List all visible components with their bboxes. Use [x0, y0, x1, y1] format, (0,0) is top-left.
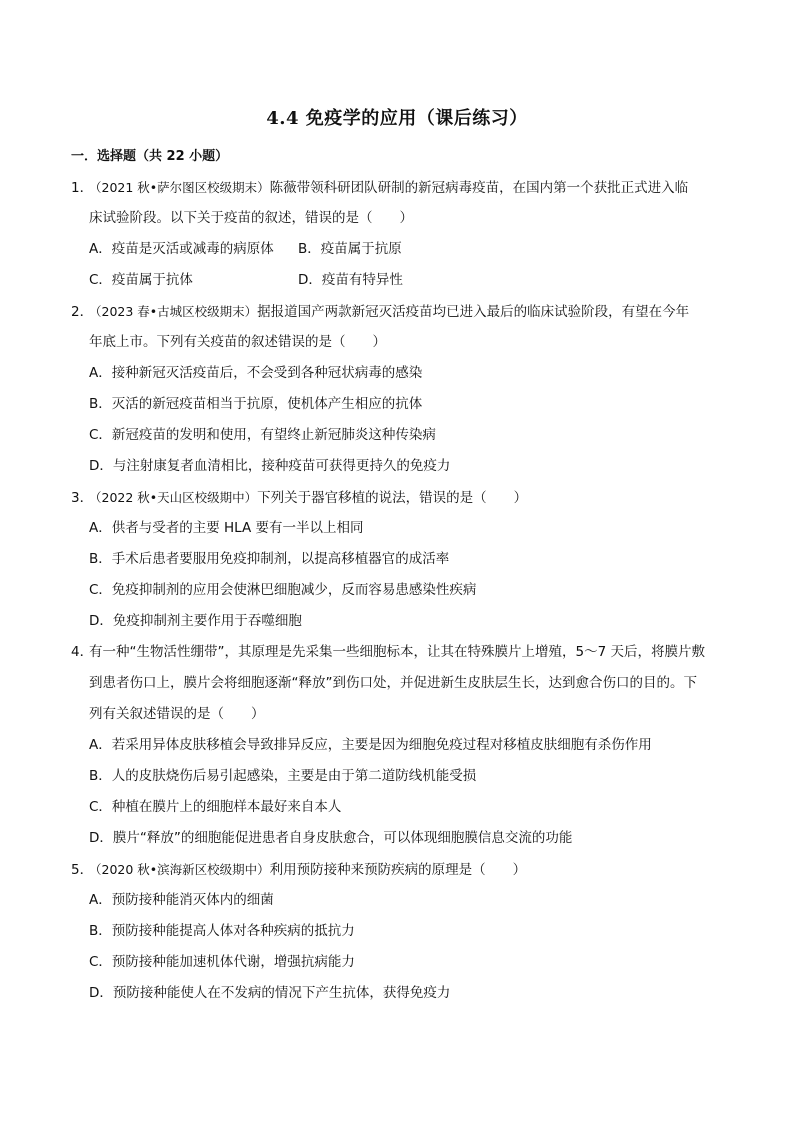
option-c: C．免疫抑制剂的应用会使淋巴细胞减少，反而容易患感染性疾病: [89, 582, 477, 598]
option-b: B．预防接种能提高人体对各种疾病的抵抗力: [89, 923, 355, 939]
question-text-continued: 到患者伤口上，膜片会将细胞逐渐“释放”到伤口处，并促进新生皮肤层生长，达到愈合伤口的目的。下: [89, 675, 697, 691]
option-row: [71, 234, 727, 265]
option-c: C．新冠疫苗的发明和使用，有望终止新冠肺炎这种传染病: [89, 427, 436, 443]
option-b: B．灭活的新冠疫苗相当于抗原，使机体产生相应的抗体: [89, 396, 423, 412]
option-a: A．接种新冠灭活疫苗后，不会受到各种冠状病毒的感染: [89, 365, 423, 381]
question-text: 下列关于器官移植的说法，错误的是（ ）: [257, 490, 528, 506]
question-list: [71, 172, 727, 1009]
question-number: 5．: [71, 862, 94, 878]
option-b: B．人的皮肤烧伤后易引起感染，主要是由于第二道防线机能受损: [89, 768, 477, 784]
option-c: C．疫苗属于抗体: [89, 272, 193, 288]
option-d: D．与注射康复者血清相比，接种疫苗可获得更持久的免疫力: [89, 458, 451, 474]
question-source: （2022 秋•天山区校级期中）: [89, 490, 258, 505]
option-a: A．供者与受者的主要 HLA 要有一半以上相同: [89, 520, 364, 536]
question-source: （2021 秋•萨尔图区校级期末）: [89, 180, 270, 195]
question-number: 2．: [71, 304, 94, 320]
question-stem: [71, 172, 727, 203]
page-title: 4.4 免疫学的应用（课后练习）: [266, 108, 528, 129]
question-number: 1．: [71, 180, 94, 196]
question-text: 据报道国产两款新冠灭活疫苗均已进入最后的临床试验阶段，有望在今年: [257, 304, 690, 320]
question-5: [71, 854, 727, 1009]
option-c: C．预防接种能加速机体代谢，增强抗病能力: [89, 954, 355, 970]
question-stem: [71, 854, 727, 885]
option-b: B．疫苗属于抗原: [298, 241, 402, 257]
option-d: D．膜片“释放”的细胞能促进患者自身皮肤愈合，可以体现细胞膜信息交流的功能: [89, 830, 573, 846]
option-b: B．手术后患者要服用免疫抑制剂，以提高移植器官的成活率: [89, 551, 450, 567]
option-d: D．免疫抑制剂主要作用于吞噬细胞: [89, 613, 302, 629]
question-text: 有一种“生物活性绷带”，其原理是先采集一些细胞标本，让其在特殊膜片上增殖，5～7 天后，将膜片敷: [89, 644, 705, 660]
question-1: [71, 172, 727, 296]
option-d: D．疫苗有特异性: [298, 272, 403, 288]
question-text-continued: 列有关叙述错误的是（ ）: [89, 706, 265, 722]
question-stem: [71, 296, 727, 327]
question-text-continued: 年底上市。下列有关疫苗的叙述错误的是（ ）: [89, 334, 386, 350]
question-source: （2023 春•古城区校级期末）: [89, 304, 258, 319]
option-a: A．疫苗是灭活或减毒的病原体: [89, 241, 274, 257]
question-2: [71, 296, 727, 482]
question-number: 4．: [71, 644, 94, 660]
question-stem: [71, 637, 727, 668]
option-c: C．种植在膜片上的细胞样本最好来自本人: [89, 799, 342, 815]
question-stem: [71, 482, 727, 513]
question-text: 利用预防接种来预防疾病的原理是（ ）: [269, 862, 527, 878]
question-text-continued: 床试验阶段。以下关于疫苗的叙述，错误的是（ ）: [89, 210, 413, 226]
section-heading: 一．选择题（共 22 小题）: [71, 149, 229, 164]
question-3: [71, 482, 727, 637]
question-source: （2020 秋•滨海新区校级期中）: [89, 862, 270, 877]
option-row: [71, 265, 727, 296]
question-text: 陈薇带领科研团队研制的新冠病毒疫苗，在国内第一个获批正式进入临: [269, 180, 689, 196]
option-a: A．预防接种能消灭体内的细菌: [89, 892, 274, 908]
question-4: [71, 637, 727, 854]
option-d: D．预防接种能使人在不发病的情况下产生抗体，获得免疫力: [89, 985, 451, 1001]
option-a: A．若采用异体皮肤移植会导致排异反应，主要是因为细胞免疫过程对移植皮肤细胞有杀伤作用: [89, 737, 652, 753]
question-number: 3．: [71, 490, 94, 506]
